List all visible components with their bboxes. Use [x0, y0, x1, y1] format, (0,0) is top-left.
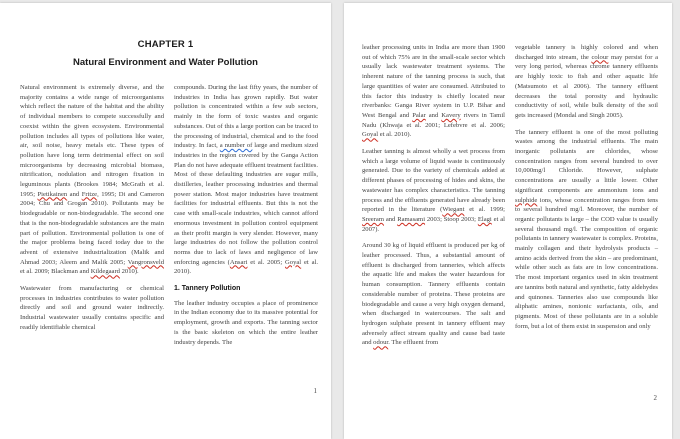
paragraph[interactable]: Around 30 kg of liquid effluent is produced per kg of leather processed. Thus, a substantial amount of effluent is discharged from tanneries, which affects the aquatic life and makes the water hazardous for human consumption. Tannery effluents contain considerable number of proteins. These proteins are biodegradable and cause a very high oxygen demand, when discharged in watercourses. The salt and hydrogen sulphate present in tannery effluent may adversely affect stream quality and cause bad taste and odour. The effluent from — [362, 242, 505, 347]
page-1-column-1 — [20, 83, 164, 354]
paragraph[interactable]: leather processing units in India are more than 1900 out of which 75% are in the small-scale sector which usually lack wastewater treatment systems. The inherent nature of the tanning process is such, that large quantities of water are consumed. Attributed to this factor this industry is chiefly located near riverbanks: Ganga River system in U.P. Bihar and West Bengal and Palar and Kavery rivers in Tamil Nadu (Khwaja et al. 2001; Lefebvre et al. 2006; Goyal et al. 2010). — [362, 44, 505, 139]
chapter-label[interactable]: CHAPTER 1 — [137, 39, 194, 50]
spelling-flagged-text: Goyal — [285, 258, 302, 266]
spelling-flagged-text: Vangronsveld — [127, 258, 164, 266]
spelling-flagged-text: Fritze — [81, 190, 98, 198]
spelling-flagged-text: Palar — [412, 111, 426, 119]
spelling-flagged-text: Kavery — [441, 111, 461, 119]
page-number-2: 2 — [653, 394, 657, 402]
chapter-title[interactable]: Natural Environment and Water Pollution — [73, 57, 258, 68]
paragraph[interactable]: Natural environment is extremely diverse, and the majority contains a wide range of microorganisms which reflect the nature of the habitat and the ability of individual members to compete successfully and coexist within the given ecosystem. Environmental pollution includes all types of pollutions like water, air, soil noise, heavy metals etc. These types of pollution have long term detrimental effect on soil microorganisms by decreasing microbial biomass, nitrification, nodulation and nitrogen fixation in leguminous plants (Brookes 1984; McGrath et al. 1995; Pietikainen and Fritze, 1995; Di and Cameron 2004; Chu and Grogan 2010). Pollutants may be biodegradable or non-biodegradable. The second one that is the non-biodegradable substances are the main part of pollution. Environmental pollution is one of the major problems being faced today due to the advent of extensive industrialization (Malik and Ahmad 2003; Aleem and Malik 2005; Vangronsveld et al. 2009; Blackman and Kildegaard 2010). — [20, 84, 165, 276]
grammar-flagged-text: a number of — [219, 142, 253, 150]
spelling-flagged-text: colour — [591, 53, 609, 61]
section-heading[interactable]: 1. Tannery Pollution — [174, 285, 241, 293]
spelling-flagged-text: Ansari — [229, 258, 248, 266]
paragraph[interactable]: The leather industry occupies a place of prominence in the Indian economy due to its massive potential for employment, growth and exports. The tanning sector is the basic skeleton on which the entire leather industry depends. The — [174, 299, 318, 346]
page-2-column-1 — [362, 43, 505, 355]
spelling-flagged-text: Ramasami — [397, 215, 426, 223]
page-1[interactable] — [0, 3, 331, 439]
spelling-flagged-text: odour — [373, 339, 389, 347]
paragraph[interactable]: Leather tanning is almost wholly a wet process from which a large volume of liquid waste is continuously generated. Due to the variety of chemicals added at different phases of processing of hides and skins, the wastewater has complex characteristics. The tanning process and the effluents generated have already been reported in the literature (Wiegant et al. 1999; Sreeram and Ramasami 2003; Stoop 2003; Elagi et al 2007). — [362, 148, 505, 233]
spelling-flagged-text: sulphide — [515, 196, 538, 204]
spelling-flagged-text: Sreeram — [362, 215, 384, 223]
spelling-flagged-text: Pietikainen — [37, 190, 68, 198]
paragraph[interactable]: vegetable tannery is highly colored and when discharged into stream, the colour may persist for a very long period, whereas chrome tannery effluents are highly toxic to fish and other aquatic life (Matsumoto et al 2006). The tannery effluent decreases the total porosity and hydraulic conductivity of soil, while bulk density of the soil gets increased (Mondal and Singh 2005). — [515, 44, 658, 119]
paragraph[interactable]: Wastewater from manufacturing or chemical processes in industries contributes to water pollution directly and soil and ground water indirectly. Industrial wastewater usually contains specific and readily identifiable chemical — [20, 285, 164, 331]
spelling-flagged-text: Kildegaard — [90, 268, 120, 276]
paragraph[interactable]: compounds. During the last fifty years, the number of industries in India has grown rapidly. But water pollution is concentrated within a few sub sectors, mainly in the form of toxic wastes and organic substances. Out of this a large portion can be traced to the processing of industrial, chemical and to the food industry. In fact, a number of large and medium sized industries in the region covered by the Ganga Action Plan do not have adequate effluent treatment facilities. Most of these defaulting industries are sugar mills, distilleries, leather processing industries and thermal power station. Most major industries have treatment facilities for industrial effluents. But this is not the case with small-scale industries, which cannot afford enormous investment in pollution control equipment as their profit margin is very slender. However, many large industries do not follow the pollution control norms due to lack of laws and negligence of law enforcing agencies (Ansari et al. 2005; Goyal et al. 2010). — [174, 84, 318, 276]
spelling-flagged-text: Elagi — [477, 215, 492, 223]
page-2-text-columns — [344, 43, 672, 355]
paragraph[interactable]: The tannery effluent is one of the most polluting wastes among the industrial effluents. The main inorganic pollutants are chlorides, whose concentration ranges from several hundred to over 10,000mg/l Chloride. However, sulphate concentrations are usually a little lower. Other significant components are ammonium ions and sulphide ions, whose concentration ranges from tens to several hundred mg/l. Moreover, the number of organic pollutants is large – the COD value is usually several thousand mg/l. The composition of organic pollutants in tannery wastewater is complex. Proteins, mainly collagen and their hydrolysis products – amino acids derived from the skin – are predominant, while other such as fats are in low concentrations. The most important organics used in skin treatment are tannins both natural and synthetic, fatty aldehydes and quinones. Tanneries also use compounds like aliphatic amines, nonionic surfactants, oils, and pigments. Most of these pollutants are in a soluble form, but a lot of them exist in suspension and only — [515, 128, 658, 330]
page-1-text-columns — [0, 83, 331, 354]
page-1-column-2 — [174, 83, 318, 354]
page-2[interactable] — [344, 3, 672, 439]
page-2-column-2 — [515, 43, 658, 355]
spelling-flagged-text: Wiegant — [442, 206, 465, 214]
spelling-flagged-text: Goyal — [362, 131, 379, 139]
page-number-1: 1 — [313, 387, 317, 395]
